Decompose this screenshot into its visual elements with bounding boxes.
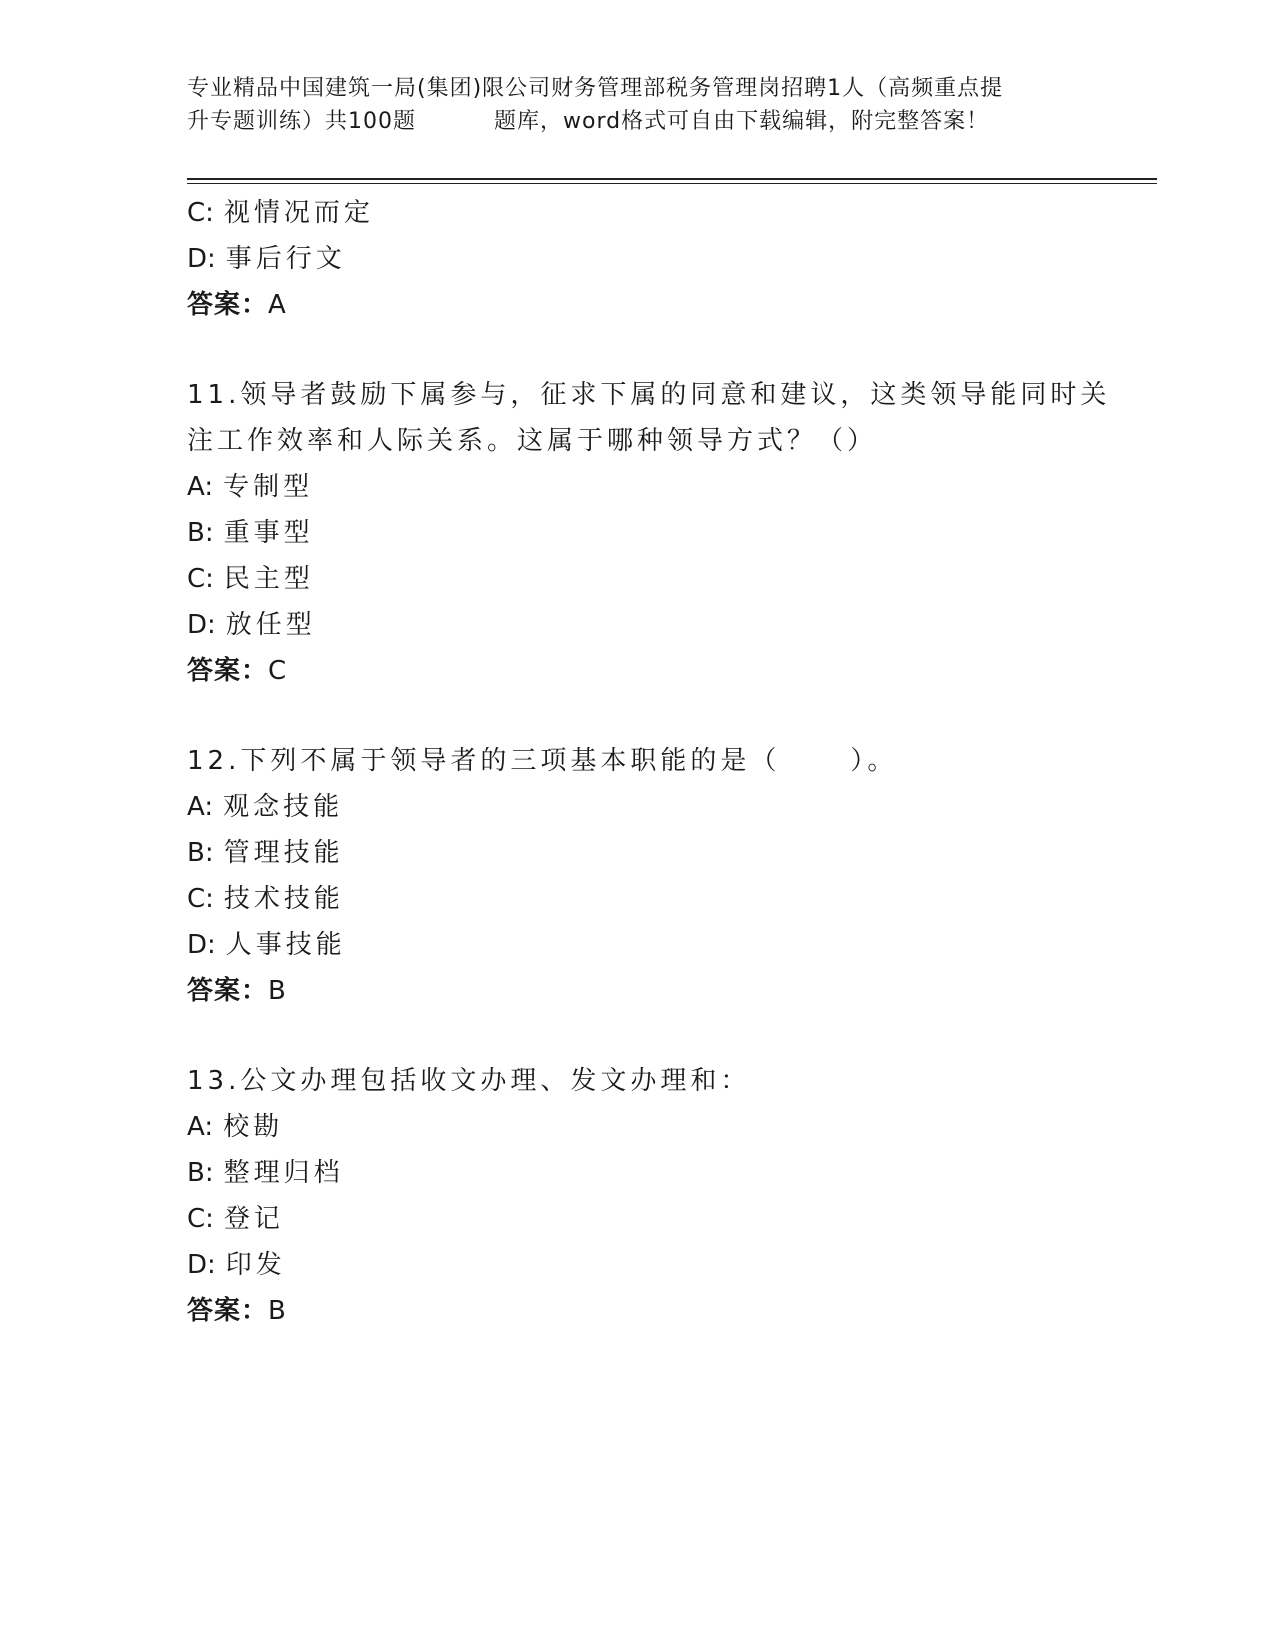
header-line-2-left: 升专题训练）共100题 — [187, 109, 416, 134]
header-line-2 — [187, 105, 1087, 138]
answer-value: A — [268, 290, 287, 320]
answer-line — [187, 1288, 1087, 1334]
option-b: B: 管理技能 — [187, 838, 344, 868]
answer-line — [187, 648, 1087, 694]
question-block-11 — [187, 372, 1111, 694]
answer-line — [187, 282, 1087, 328]
option-a: A: 校勘 — [187, 1112, 284, 1142]
question-list — [187, 190, 1111, 1334]
question-block-13 — [187, 1058, 1087, 1334]
question-stem: 13.公文办理包括收文办理、发文办理和： — [187, 1066, 751, 1096]
option-b: B: 整理归档 — [187, 1158, 344, 1188]
option-b: B: 重事型 — [187, 518, 314, 548]
header-divider-thin — [187, 183, 1157, 184]
answer-value: B — [268, 976, 287, 1006]
answer-label: 答案： — [187, 1296, 269, 1326]
question-stem-line-2: 注工作效率和人际关系。这属于哪种领导方式？（） — [187, 426, 878, 456]
answer-value: B — [268, 1296, 287, 1326]
answer-label: 答案： — [187, 656, 269, 686]
header-line-2-right: 题库，word格式可自由下载编辑，附完整答案！ — [494, 109, 990, 134]
question-stem-line-1: 11.领导者鼓励下属参与，征求下属的同意和建议，这类领导能同时关 — [187, 380, 1111, 410]
answer-label: 答案： — [187, 976, 269, 1006]
option-c: C: 登记 — [187, 1204, 284, 1234]
header-line-1: 专业精品中国建筑一局(集团)限公司财务管理部税务管理岗招聘1人（高频重点提 — [187, 76, 1004, 101]
question-block-12 — [187, 738, 1087, 1014]
option-d: D: 放任型 — [187, 610, 316, 640]
answer-value: C — [268, 656, 288, 686]
question-block-prev — [187, 190, 1087, 328]
option-a: A: 专制型 — [187, 472, 314, 502]
page-header — [187, 72, 1087, 138]
option-d: D: 印发 — [187, 1250, 286, 1280]
option-c: C: 技术技能 — [187, 884, 344, 914]
option-d: D: 事后行文 — [187, 244, 346, 274]
header-divider-thick — [187, 178, 1157, 180]
option-c: C: 民主型 — [187, 564, 314, 594]
question-stem: 12.下列不属于领导者的三项基本职能的是（ ）。 — [187, 746, 898, 776]
answer-label: 答案： — [187, 290, 269, 320]
option-d: D: 人事技能 — [187, 930, 346, 960]
answer-line — [187, 968, 1087, 1014]
option-c: C: 视情况而定 — [187, 198, 374, 228]
option-a: A: 观念技能 — [187, 792, 344, 822]
